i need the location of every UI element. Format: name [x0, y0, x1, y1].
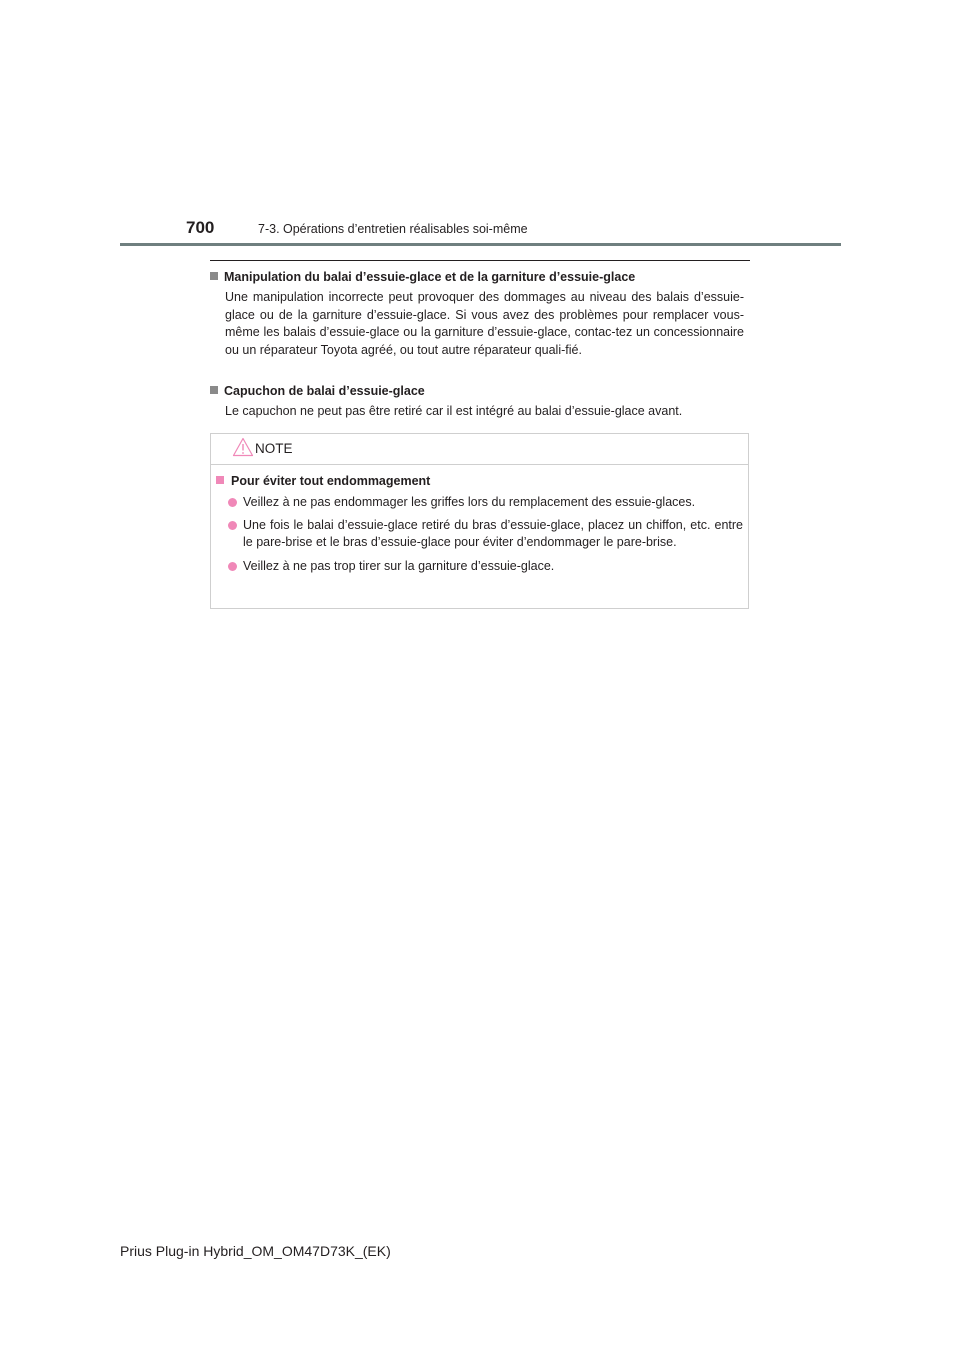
- note-title: NOTE: [255, 441, 293, 456]
- square-bullet-icon: [216, 476, 224, 484]
- note-bullet-text: Veillez à ne pas trop tirer sur la garniture d’essuie-glace.: [243, 558, 555, 573]
- note-header: [211, 434, 748, 465]
- section-heading: [210, 268, 750, 286]
- note-box: [210, 433, 749, 609]
- note-bullet: [243, 494, 743, 512]
- warning-triangle-icon: [232, 437, 254, 457]
- section-wiper-handling: [210, 268, 750, 359]
- note-heading-text: Pour éviter tout endommagement: [231, 474, 431, 488]
- section-heading: [210, 382, 750, 400]
- note-body: [211, 472, 748, 575]
- page-number: 700: [186, 218, 215, 237]
- note-heading: [216, 472, 748, 490]
- square-bullet-icon: [210, 272, 218, 280]
- section-body: Le capuchon ne peut pas être retiré car il est intégré au balai d’essuie-glace avant.: [225, 404, 683, 418]
- section-wiper-cap: [210, 382, 750, 421]
- section-heading-text: Capuchon de balai d’essuie-glace: [224, 384, 425, 398]
- note-bullet: [243, 517, 743, 552]
- section-body: Une manipulation incorrecte peut provoquer des dommages au niveau des balais d’essuie-glace ou de la garniture d’essuie-glace. Si vous avez des problèmes pour remplacer vous-même les balais d’essuie-glace ou la garniture d’essuie-glace, contac-tez un concessionnaire ou un réparateur Toyota agréé, ou tout autre réparateur quali-fié.: [225, 290, 744, 357]
- circle-bullet-icon: [228, 562, 237, 571]
- circle-bullet-icon: [228, 498, 237, 507]
- chapter-title: 7-3. Opérations d’entretien réalisables soi-même: [258, 222, 528, 236]
- note-bullet: [243, 558, 743, 576]
- header-divider: [120, 243, 841, 246]
- square-bullet-icon: [210, 386, 218, 394]
- note-bullet-text: Une fois le balai d’essuie-glace retiré du bras d’essuie-glace, placez un chiffon, etc. entre le pare-brise et le bras d’essuie-glace pour éviter d’endommager le pare-brise.: [243, 517, 743, 550]
- footer-document-id: Prius Plug-in Hybrid_OM_OM47D73K_(EK): [120, 1243, 391, 1259]
- section-heading-text: Manipulation du balai d’essuie-glace et de la garniture d’essuie-glace: [224, 270, 636, 284]
- note-bullet-text: Veillez à ne pas endommager les griffes lors du remplacement des essuie-glaces.: [243, 495, 696, 509]
- content-divider: [210, 260, 750, 261]
- circle-bullet-icon: [228, 521, 237, 530]
